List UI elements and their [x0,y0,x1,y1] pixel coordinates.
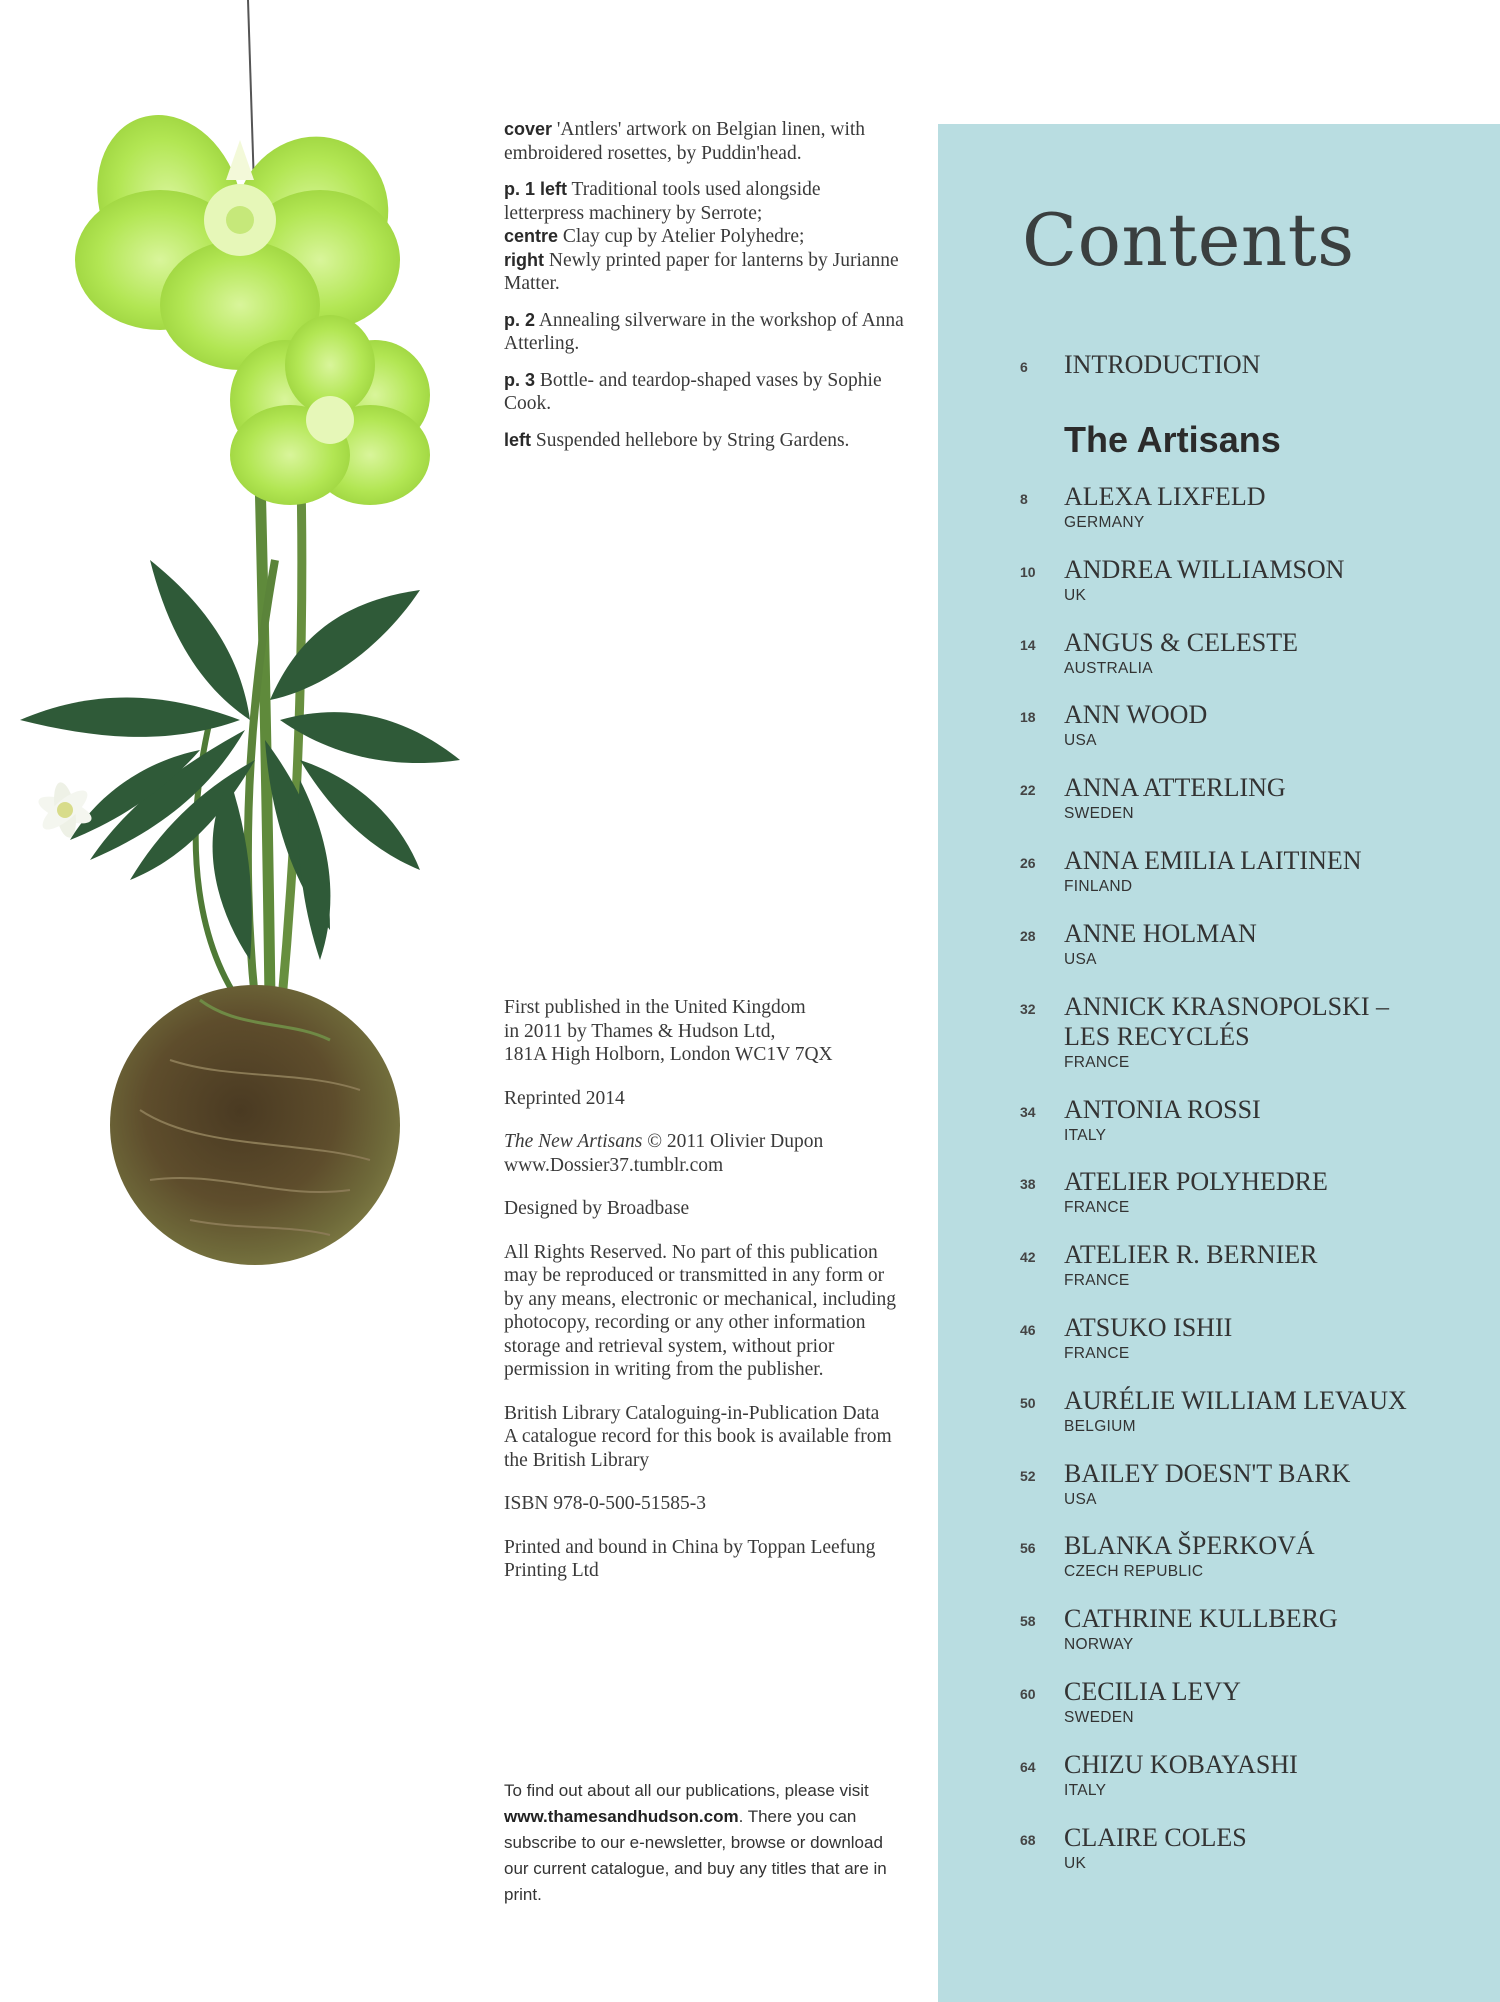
publisher-promo: To find out about all our publications, please visit www.thamesandhudson.com. There you can subscribe to our e-newsletter, browse or download our current catalogue, and buy any titles that are in print. [504,1781,887,1904]
toc-page-number: 14 [1020,636,1036,653]
caption-left: left Suspended hellebore by String Gardens. [504,429,850,451]
contents-panel [938,124,1500,2002]
toc-entry-name: CLAIRE COLES [1064,1822,1247,1852]
toc-page-number: 28 [1020,927,1036,944]
reprint-info: Reprinted 2014 [504,1087,625,1109]
toc-entry-name: CHIZU KOBAYASHI [1064,1749,1298,1779]
toc-entry-name: ANTONIA ROSSI [1064,1094,1261,1124]
book-title: The New Artisans [504,1131,643,1152]
toc-entry-country: USA [1064,732,1097,750]
toc-page-number: 50 [1020,1394,1036,1411]
website-text: www.Dossier37.tumblr.com [504,1154,724,1176]
toc-page-number: 46 [1020,1322,1036,1338]
hellebore-illustration [0,0,470,1380]
toc-entry-name: ANDREA WILLIAMSON [1064,554,1345,584]
publisher-website: www.thamesandhudson.com [504,1807,739,1826]
toc-entry-country: UK [1064,1854,1087,1872]
moss-ball [110,985,400,1265]
isbn: ISBN 978-0-500-51585-3 [504,1493,707,1514]
toc-page-number: 52 [1020,1467,1036,1484]
leaves [20,560,460,960]
caption-p1: p. 1 left Traditional tools used alongside letterpress machinery by Serrote; centre Clay cup by Atelier Polyhedre; right Newly printed paper for lanterns by Jurianne Matter. [504,179,899,294]
photo-captions [504,118,904,465]
imprint-block [504,996,904,1603]
toc-entry-name: ANNA ATTERLING [1064,773,1286,803]
toc-entry-country: ITALY [1064,1781,1107,1799]
toc-entry-name: BLANKA ŠPERKOVÁ [1064,1531,1315,1561]
toc-entry-country: UK [1064,586,1087,604]
toc-page-number: 58 [1020,1613,1036,1630]
toc-entry-name: ANNA EMILIA LAITINEN [1064,846,1362,875]
toc-entry-name: ATELIER POLYHEDRE [1064,1167,1328,1197]
caption-p3: p. 3 Bottle- and teardop-shaped vases by Sophie Cook. [504,369,882,414]
toc-entry-name: ANNE HOLMAN [1064,918,1257,948]
toc-entry-country: SWEDEN [1064,805,1134,823]
toc-entry-country: FRANCE [1064,1053,1130,1071]
cip-info: British Library Cataloguing-in-Publication Data A catalogue record for this book is available from the British Library [504,1402,892,1471]
toc-entry-country: ITALY [1064,1126,1107,1144]
toc-entry-name: ALEXA LIXFELD [1064,482,1266,511]
toc-page-number: 18 [1020,709,1036,726]
toc-page-number: 34 [1020,1103,1036,1120]
copyright-text: © 2011 Olivier Dupon [642,1131,824,1152]
toc-entry-name: AURÉLIE WILLIAM LEVAUX [1064,1385,1407,1415]
toc-page-number: 8 [1020,491,1028,507]
toc-entry-name: BAILEY DOESN'T BARK [1064,1458,1351,1488]
toc-entry-country: FRANCE [1064,1199,1130,1217]
designer-info: Designed by Broadbase [504,1198,690,1219]
toc-entry-name: CECILIA LEVY [1064,1677,1241,1706]
publication-info: First published in the United Kingdom in 2011 by Thames & Hudson Ltd, 181A High Holborn, London WC1V 7QX [504,997,833,1065]
toc-entry-country: BELGIUM [1064,1417,1136,1435]
toc-entry-name: ATSUKO ISHII [1064,1313,1233,1342]
toc-entry-country: CZECH REPUBLIC [1064,1563,1204,1581]
toc-entry-country: FRANCE [1064,1272,1130,1290]
copyright-info [504,1130,904,1177]
toc-entry-name: ATELIER R. BERNIER [1064,1240,1318,1270]
toc-page-number: 42 [1020,1249,1036,1266]
toc-page-number: 68 [1020,1831,1036,1848]
toc-page-number: 10 [1020,563,1036,580]
toc-page-number: 26 [1020,855,1036,871]
toc-entry-name: CATHRINE KULLBERG [1064,1604,1338,1634]
toc-entry-name: ANNICK KRASNOPOLSKI – LES RECYCLÉS [1064,991,1390,1051]
toc-entry-country: FINLAND [1064,878,1133,895]
printer-info: Printed and bound in China by Toppan Leefung Printing Ltd [504,1536,876,1581]
toc-page-number: 64 [1020,1758,1036,1775]
toc-entry-country: USA [1064,1490,1097,1508]
contents-title: Contents [1022,198,1355,282]
toc-entry-name: ANN WOOD [1064,700,1208,730]
caption-cover: cover 'Antlers' artwork on Belgian linen, with embroidered rosettes, by Puddin'head. [504,119,866,164]
toc-entry-country: GERMANY [1064,514,1145,531]
toc-entry-country: NORWAY [1064,1636,1134,1654]
caption-p2: p. 2 Annealing silverware in the workshop of Anna Atterling. [504,309,904,354]
hellebore-flower [73,94,417,370]
section-heading: The Artisans [1064,419,1281,460]
toc-page-number: 6 [1020,359,1028,375]
toc-entry-country: SWEDEN [1064,1709,1134,1726]
toc-page-number: 56 [1020,1540,1036,1557]
toc-entry-country: USA [1064,950,1097,968]
toc-entry-name: INTRODUCTION [1064,350,1261,379]
toc-page-number: 32 [1020,1000,1036,1017]
toc-entry-country: FRANCE [1064,1345,1130,1362]
toc-page-number: 38 [1020,1176,1036,1193]
toc-entry-country: AUSTRALIA [1064,659,1153,677]
rights-statement: All Rights Reserved. No part of this publication may be reproduced or transmitted in any form or by any means, electronic or mechanical, including photocopy, recording or any other information storage and retrieval system, without prior permission in writing from the publisher. [504,1241,897,1380]
toc-page-number: 60 [1020,1686,1036,1702]
toc-page-number: 22 [1020,782,1036,799]
toc-entry-name: ANGUS & CELESTE [1064,627,1298,657]
